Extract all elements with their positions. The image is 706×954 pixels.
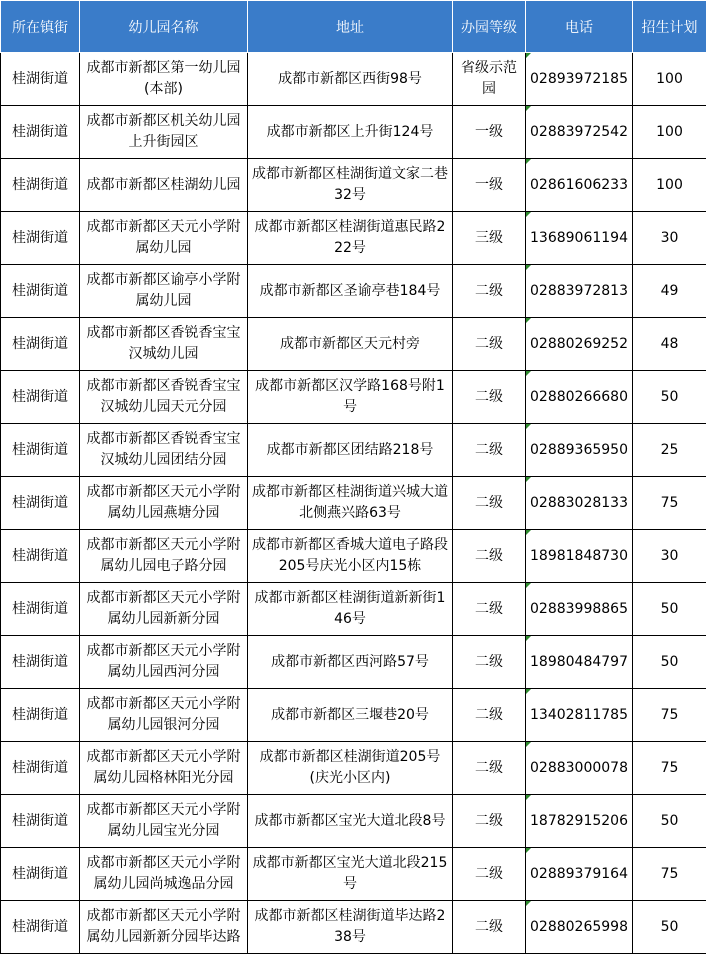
phone-cell-text: 18981848730 [530,546,628,567]
plan-cell [633,106,706,159]
grade-cell-text: 二级 [457,758,521,779]
name-cell-text: 成都市新都区天元小学附属幼儿园新新分园 [84,588,243,630]
name-cell-text: 成都市新都区天元小学附属幼儿园尚城逸品分园 [84,853,243,895]
address-cell-text: 成都市新都区团结路218号 [252,440,448,461]
address-cell [248,159,453,212]
address-cell [248,106,453,159]
address-cell [248,212,453,265]
plan-cell [633,901,706,954]
grade-cell [453,371,526,424]
district-cell-text: 桂湖街道 [5,917,75,938]
phone-cell [526,848,633,901]
table-row [1,318,706,371]
phone-cell-text: 13689061194 [530,228,628,249]
name-cell [80,371,248,424]
district-cell-text: 桂湖街道 [5,122,75,143]
plan-cell [633,371,706,424]
phone-cell [526,795,633,848]
phone-cell-text: 18980484797 [530,652,628,673]
name-cell [80,212,248,265]
phone-cell [526,901,633,954]
table-row [1,265,706,318]
name-cell-text: 成都市新都区香锐香宝宝汉城幼儿园团结分园 [84,429,243,471]
plan-cell [633,318,706,371]
address-cell [248,318,453,371]
name-cell [80,583,248,636]
plan-cell [633,265,706,318]
phone-cell-text: 18782915206 [530,811,628,832]
district-cell-text: 桂湖街道 [5,811,75,832]
name-cell [80,848,248,901]
phone-cell-text: 02883998865 [530,599,628,620]
table-row [1,53,706,106]
plan-cell-text: 75 [637,493,702,514]
plan-cell [633,477,706,530]
table-row [1,901,706,954]
phone-cell-text: 02883028133 [530,493,628,514]
district-cell [1,901,80,954]
phone-cell [526,53,633,106]
district-cell [1,848,80,901]
plan-cell-text: 100 [637,69,702,90]
plan-cell-text: 75 [637,758,702,779]
district-cell-text: 桂湖街道 [5,440,75,461]
table-row [1,636,706,689]
district-cell [1,265,80,318]
plan-cell-text: 30 [637,546,702,567]
grade-cell-text: 二级 [457,864,521,885]
district-cell-text: 桂湖街道 [5,864,75,885]
name-cell-text: 成都市新都区谕亭小学附属幼儿园 [84,270,243,312]
header-address: 地址 [248,1,453,53]
district-cell [1,583,80,636]
name-cell [80,742,248,795]
table-body [1,53,706,954]
phone-cell-text: 02880269252 [530,334,628,355]
district-cell-text: 桂湖街道 [5,758,75,779]
name-cell-text: 成都市新都区香锐香宝宝汉城幼儿园天元分园 [84,376,243,418]
table-row [1,477,706,530]
plan-cell [633,212,706,265]
district-cell-text: 桂湖街道 [5,387,75,408]
phone-cell [526,583,633,636]
district-cell [1,371,80,424]
grade-cell [453,530,526,583]
grade-cell-text: 一级 [457,175,521,196]
plan-cell-text: 50 [637,652,702,673]
address-cell [248,583,453,636]
address-cell-text: 成都市新都区桂湖街道惠民路222号 [252,217,448,259]
district-cell [1,530,80,583]
district-cell [1,318,80,371]
plan-cell [633,636,706,689]
address-cell-text: 成都市新都区香城大道电子路段205号庆光小区内15栋 [252,535,448,577]
district-cell [1,636,80,689]
plan-cell-text: 100 [637,175,702,196]
phone-cell [526,689,633,742]
address-cell [248,636,453,689]
district-cell [1,159,80,212]
phone-cell [526,742,633,795]
address-cell [248,795,453,848]
name-cell-text: 成都市新都区天元小学附属幼儿园 [84,217,243,259]
grade-cell-text: 一级 [457,122,521,143]
grade-cell [453,53,526,106]
table-row [1,106,706,159]
name-cell-text: 成都市新都区天元小学附属幼儿园电子路分园 [84,535,243,577]
phone-cell [526,212,633,265]
grade-cell-text: 二级 [457,334,521,355]
grade-cell [453,636,526,689]
grade-cell [453,159,526,212]
grade-cell [453,106,526,159]
grade-cell-text: 二级 [457,652,521,673]
district-cell [1,424,80,477]
table-row [1,742,706,795]
grade-cell [453,795,526,848]
header-enrollment-plan: 招生计划 [633,1,706,53]
phone-cell [526,530,633,583]
name-cell [80,106,248,159]
phone-cell-text: 02880266680 [530,387,628,408]
address-cell-text: 成都市新都区上升街124号 [252,122,448,143]
address-cell-text: 成都市新都区桂湖街道文家二巷32号 [252,164,448,206]
name-cell-text: 成都市新都区天元小学附属幼儿园格林阳光分园 [84,747,243,789]
plan-cell-text: 48 [637,334,702,355]
district-cell-text: 桂湖街道 [5,334,75,355]
table-row [1,689,706,742]
name-cell [80,53,248,106]
grade-cell-text: 二级 [457,493,521,514]
grade-cell-text: 二级 [457,440,521,461]
name-cell [80,265,248,318]
name-cell-text: 成都市新都区天元小学附属幼儿园新新分园毕达路 [84,906,243,948]
address-cell-text: 成都市新都区桂湖街道毕达路238号 [252,906,448,948]
phone-cell [526,371,633,424]
header-kindergarten-name: 幼儿园名称 [80,1,248,53]
phone-cell [526,106,633,159]
name-cell [80,689,248,742]
name-cell [80,477,248,530]
address-cell-text: 成都市新都区桂湖街道兴城大道北侧燕兴路63号 [252,482,448,524]
grade-cell [453,318,526,371]
header-grade: 办园等级 [453,1,526,53]
district-cell [1,106,80,159]
plan-cell-text: 100 [637,122,702,143]
address-cell [248,265,453,318]
plan-cell [633,159,706,212]
name-cell [80,795,248,848]
plan-cell-text: 75 [637,705,702,726]
plan-cell-text: 25 [637,440,702,461]
grade-cell [453,689,526,742]
address-cell-text: 成都市新都区汉学路168号附1号 [252,376,448,418]
grade-cell-text: 省级示范园 [457,58,521,100]
plan-cell [633,583,706,636]
address-cell [248,689,453,742]
grade-cell-text: 二级 [457,705,521,726]
plan-cell [633,53,706,106]
grade-cell-text: 二级 [457,599,521,620]
district-cell-text: 桂湖街道 [5,599,75,620]
name-cell-text: 成都市新都区第一幼儿园(本部) [84,58,243,100]
plan-cell-text: 49 [637,281,702,302]
header-phone: 电话 [526,1,633,53]
table-row [1,530,706,583]
header-row [1,1,706,53]
address-cell-text: 成都市新都区宝光大道北段215号 [252,853,448,895]
district-cell-text: 桂湖街道 [5,546,75,567]
name-cell-text: 成都市新都区天元小学附属幼儿园燕塘分园 [84,482,243,524]
district-cell [1,477,80,530]
header-district: 所在镇街 [1,1,80,53]
district-cell [1,212,80,265]
grade-cell [453,477,526,530]
phone-cell-text: 02889365950 [530,440,628,461]
table-row [1,371,706,424]
phone-cell-text: 02893972185 [530,69,628,90]
table-row [1,424,706,477]
plan-cell-text: 50 [637,917,702,938]
grade-cell-text: 二级 [457,387,521,408]
district-cell [1,689,80,742]
address-cell [248,742,453,795]
phone-cell-text: 02883000078 [530,758,628,779]
district-cell-text: 桂湖街道 [5,705,75,726]
name-cell [80,159,248,212]
name-cell-text: 成都市新都区桂湖幼儿园 [84,175,243,196]
plan-cell [633,795,706,848]
table-row [1,212,706,265]
address-cell-text: 成都市新都区西街98号 [252,69,448,90]
grade-cell [453,424,526,477]
district-cell [1,53,80,106]
district-cell [1,742,80,795]
phone-cell-text: 13402811785 [530,705,628,726]
phone-cell-text: 02883972813 [530,281,628,302]
name-cell-text: 成都市新都区天元小学附属幼儿园银河分园 [84,694,243,736]
district-cell-text: 桂湖街道 [5,493,75,514]
address-cell-text: 成都市新都区三堰巷20号 [252,705,448,726]
address-cell [248,848,453,901]
plan-cell [633,742,706,795]
plan-cell-text: 30 [637,228,702,249]
district-cell-text: 桂湖街道 [5,69,75,90]
address-cell [248,530,453,583]
name-cell [80,636,248,689]
grade-cell-text: 二级 [457,811,521,832]
grade-cell-text: 二级 [457,281,521,302]
grade-cell [453,848,526,901]
grade-cell [453,212,526,265]
address-cell [248,477,453,530]
plan-cell [633,689,706,742]
plan-cell [633,530,706,583]
grade-cell-text: 三级 [457,228,521,249]
plan-cell-text: 50 [637,599,702,620]
plan-cell-text: 50 [637,387,702,408]
grade-cell [453,583,526,636]
address-cell-text: 成都市新都区圣谕亭巷184号 [252,281,448,302]
grade-cell [453,265,526,318]
phone-cell-text: 02889379164 [530,864,628,885]
grade-cell [453,901,526,954]
address-cell [248,371,453,424]
name-cell [80,901,248,954]
address-cell [248,901,453,954]
address-cell [248,424,453,477]
address-cell-text: 成都市新都区桂湖街道新新街146号 [252,588,448,630]
district-cell-text: 桂湖街道 [5,175,75,196]
phone-cell [526,424,633,477]
table-row [1,848,706,901]
plan-cell-text: 50 [637,811,702,832]
phone-cell [526,318,633,371]
name-cell-text: 成都市新都区香锐香宝宝汉城幼儿园 [84,323,243,365]
district-cell [1,795,80,848]
grade-cell-text: 二级 [457,917,521,938]
table-row [1,159,706,212]
phone-cell-text: 02880265998 [530,917,628,938]
phone-cell-text: 02861606233 [530,175,628,196]
address-cell-text: 成都市新都区西河路57号 [252,652,448,673]
name-cell [80,530,248,583]
name-cell [80,318,248,371]
grade-cell [453,742,526,795]
phone-cell [526,636,633,689]
plan-cell [633,424,706,477]
name-cell [80,424,248,477]
district-cell-text: 桂湖街道 [5,228,75,249]
address-cell-text: 成都市新都区桂湖街道205号(庆光小区内) [252,747,448,789]
address-cell-text: 成都市新都区天元村旁 [252,334,448,355]
address-cell-text: 成都市新都区宝光大道北段8号 [252,811,448,832]
table-row [1,795,706,848]
name-cell-text: 成都市新都区天元小学附属幼儿园西河分园 [84,641,243,683]
phone-cell [526,265,633,318]
phone-cell [526,159,633,212]
phone-cell-text: 02883972542 [530,122,628,143]
name-cell-text: 成都市新都区机关幼儿园上升街园区 [84,111,243,153]
grade-cell-text: 二级 [457,546,521,567]
address-cell [248,53,453,106]
district-cell-text: 桂湖街道 [5,652,75,673]
district-cell-text: 桂湖街道 [5,281,75,302]
plan-cell [633,848,706,901]
table-row [1,583,706,636]
name-cell-text: 成都市新都区天元小学附属幼儿园宝光分园 [84,800,243,842]
plan-cell-text: 75 [637,864,702,885]
phone-cell [526,477,633,530]
